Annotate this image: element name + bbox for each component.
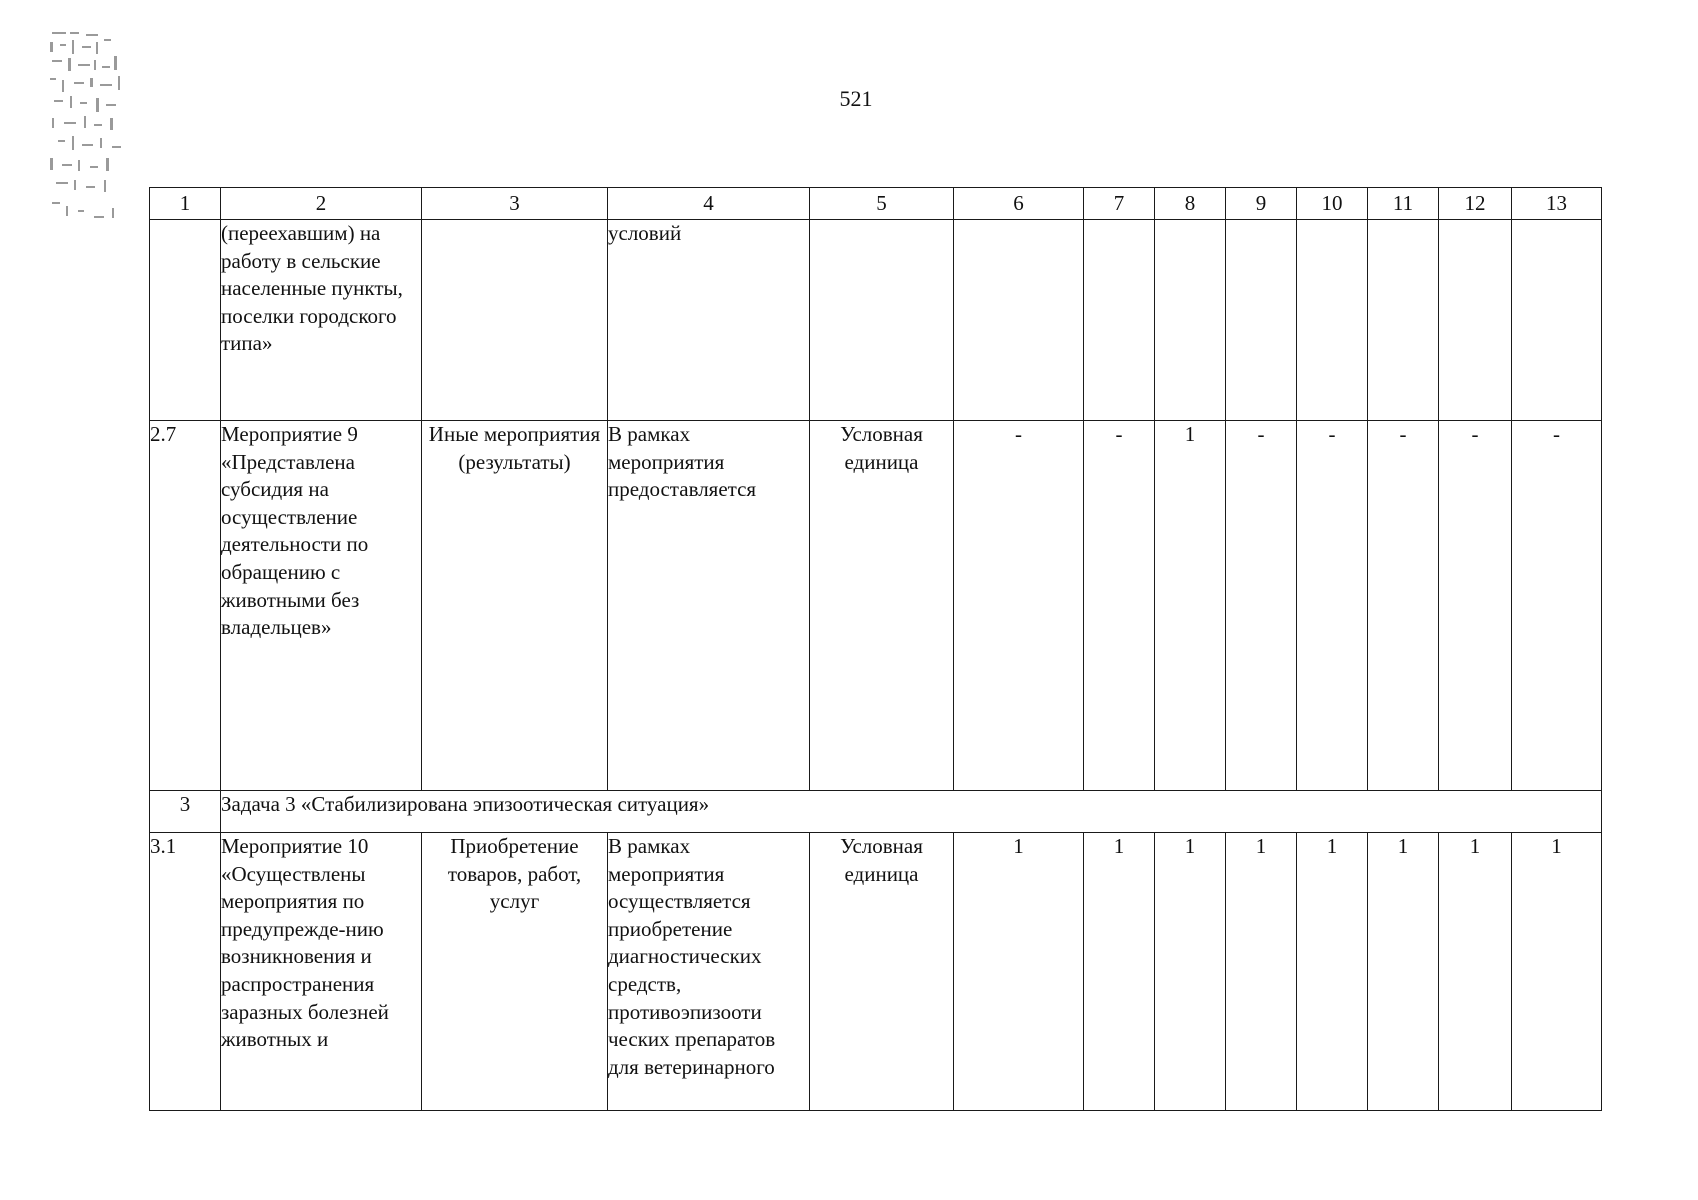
value-cell [1297,220,1368,421]
header-cell: 2 [221,188,422,220]
value-cell: 1 [1439,833,1512,1111]
table-row [150,421,1602,791]
table-row [150,220,1602,421]
measure-type: Приобретение товаров, работ, услуг [422,833,608,1111]
unit: Условная единица [810,421,954,791]
header-cell: 3 [422,188,608,220]
value-cell: 1 [1155,833,1226,1111]
header-cell: 7 [1084,188,1155,220]
header-cell: 4 [608,188,810,220]
value-cell: - [1512,421,1602,791]
task-row [150,791,1602,833]
value-cell [1368,220,1439,421]
row-number: 2.7 [150,421,221,791]
value-cell: - [954,421,1084,791]
header-cell: 9 [1226,188,1297,220]
value-cell: 1 [1084,833,1155,1111]
value-cell [1439,220,1512,421]
value-cell: 1 [1368,833,1439,1111]
header-cell: 13 [1512,188,1602,220]
task-number: 3 [150,791,221,833]
value-cell: - [1297,421,1368,791]
header-cell: 6 [954,188,1084,220]
value-cell [1226,220,1297,421]
header-cell: 8 [1155,188,1226,220]
measure-description: В рамках мероприятия осуществляется приобретение диагностических средств, противоэпизооти ческих препаратов для ветеринарного [608,833,810,1111]
value-cell: - [1084,421,1155,791]
value-cell [954,220,1084,421]
indicators-table [149,187,1602,1111]
value-cell [1155,220,1226,421]
value-cell: 1 [954,833,1084,1111]
value-cell: - [1439,421,1512,791]
header-cell: 11 [1368,188,1439,220]
header-cell: 1 [150,188,221,220]
measure-description: условий [608,220,810,421]
unit: Условная единица [810,833,954,1111]
header-row [150,188,1602,220]
row-number [150,220,221,421]
page-number: 521 [839,86,873,111]
measure-type [422,220,608,421]
scan-artifact [48,30,132,230]
header-cell: 12 [1439,188,1512,220]
value-cell: 1 [1226,833,1297,1111]
measure-description: В рамках мероприятия предоставляется [608,421,810,791]
table-row [150,833,1602,1111]
row-number: 3.1 [150,833,221,1111]
value-cell: 1 [1512,833,1602,1111]
value-cell: - [1368,421,1439,791]
value-cell [1084,220,1155,421]
header-cell: 5 [810,188,954,220]
measure-name: Мероприятие 10 «Осуществлены мероприятия по предупрежде-нию возникновения и распространения заразных болезней животных и [221,833,422,1111]
measure-type: Иные мероприятия (результаты) [422,421,608,791]
unit [810,220,954,421]
measure-name: (переехавшим) на работу в сельские населенные пункты, поселки городского типа» [221,220,422,421]
measure-name: Мероприятие 9 «Представлена субсидия на осуществление деятельности по обращению с животными без владельцев» [221,421,422,791]
header-cell: 10 [1297,188,1368,220]
value-cell: 1 [1297,833,1368,1111]
value-cell [1512,220,1602,421]
task-title: Задача 3 «Стабилизирована эпизоотическая ситуация» [221,791,1602,833]
value-cell: 1 [1155,421,1226,791]
value-cell: - [1226,421,1297,791]
